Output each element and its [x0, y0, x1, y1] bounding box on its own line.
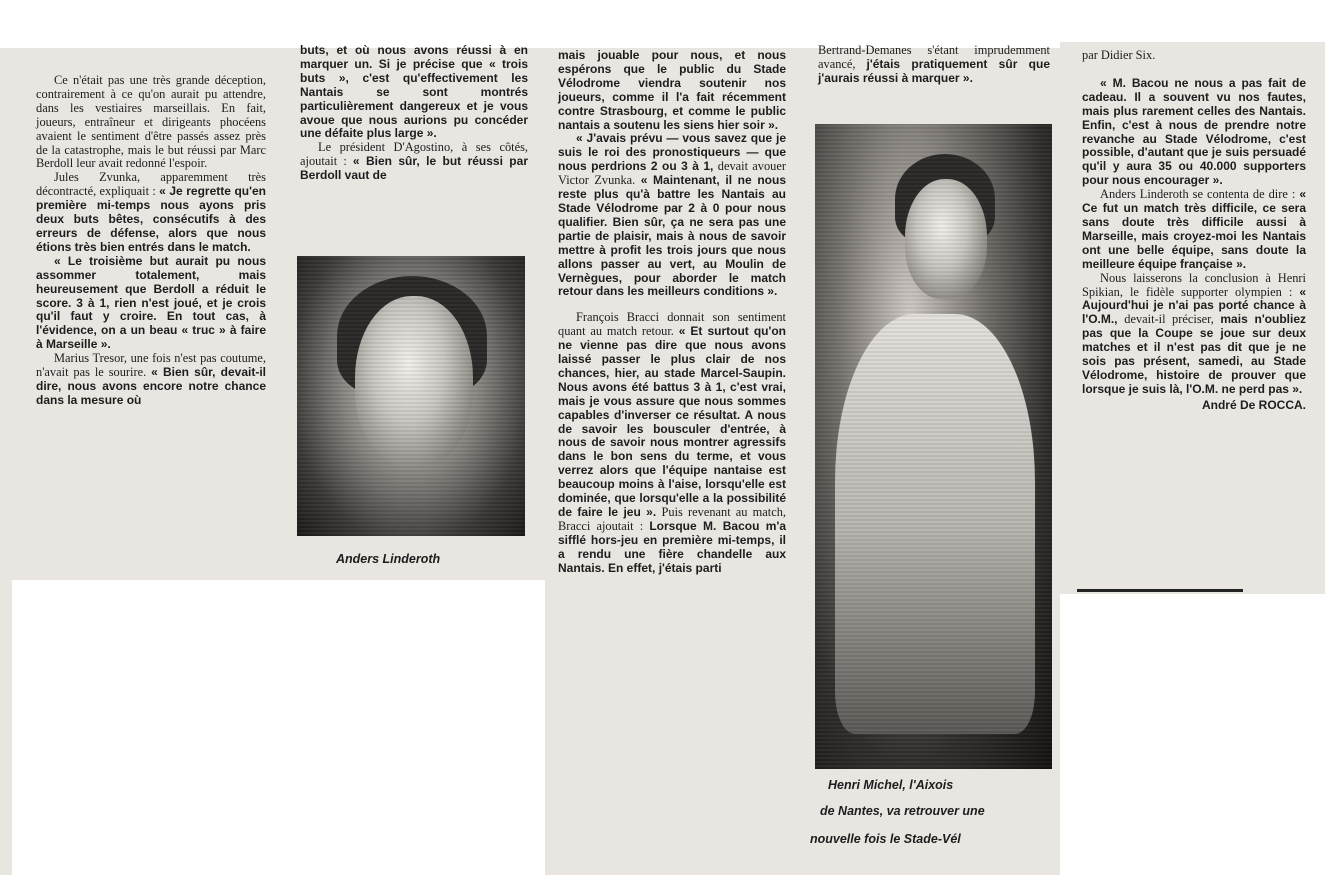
- paragraph: François Bracci donnait son sentiment quant au match retour. « Et surtout qu'on ne vienne pas dire que nous avons laissé passer le plus clair de nos chances, hier, au stade Marcel-Saupin. Nous avons été battus 3 à 1, c'est vrai, mais je vous assure que nous sommes capables d'inverser ce résultat. A nous de savoir les bousculer d'entrée, à nous de savoir nous montrer agressifs dans le bon sens du terme, et vous verrez alors que l'équipe nantaise est beaucoup moins à l'aise, lorsqu'elle est dominée, que lorsqu'elle a la possibilité de faire le jeu ». Puis revenant au match, Bracci ajoutait : Lorsque M. Bacou m'a sifflé hors-jeu en première mi-temps, il a rendu une fière chandelle aux Nantais. En effet, j'étais parti: [558, 310, 786, 575]
- paragraph: « Le troisième but aurait pu nous assommer totalement, mais heureusement que Berdoll a réduit le score. 3 à 1, rien n'est joué, et je crois qu'il faut y croire. En tout cas, à l'évidence, on a un beau « truc » à faire à Marseille ».: [36, 253, 266, 352]
- paragraph: Marius Tresor, une fois n'est pas coutume, n'avait pas le sourire. « Bien sûr, devait-il dire, nous avons encore notre chance dans la mesure où: [36, 351, 266, 407]
- paragraph: « J'avais prévu — vous savez que je suis le roi des pronostiqueurs — que nous perdrions 2 ou 3 à 1, devait avouer Victor Zvunka. « Maintenant, il ne nous reste plus qu'à battre les Nantais au Stade Vélodrome par 2 à 0 pour nous qualifier. Bien sûr, ça ne sera pas une partie de plaisir, mais à nous de savoir mettre à profit les trois jours que nous allons passer au vert, au Moulin de Vernègues, pour aborder le match retour dans les meilleurs conditions ».: [558, 131, 786, 299]
- article-column-5: [1082, 49, 1306, 413]
- photo-caption-line: de Nantes, va retrouver une: [820, 804, 985, 818]
- photo-texture: [815, 124, 1052, 769]
- paragraph: par Didier Six.: [1082, 48, 1156, 62]
- clipping-left-lower: [0, 580, 12, 875]
- photo-caption-line: Henri Michel, l'Aixois: [828, 778, 954, 792]
- paragraph: Bertrand-Demanes s'étant imprudemment avancé, j'étais pratiquement sûr que j'aurais réussi à marquer ».: [818, 43, 1050, 85]
- article-column-2: [300, 44, 528, 183]
- article-column-1: [36, 74, 266, 408]
- paragraph: buts, et où nous avons réussi à en marquer un. Si je précise que « trois buts », c'est qu'effectivement les Nantais se sont montrés particulièrement dangereux et je vous avoue que nous aurions pu concéder une défaite plus large ».: [300, 43, 528, 141]
- paragraph: Le président D'Agostino, à ses côtés, ajoutait : « Bien sûr, le but réussi par Berdoll vaut de: [300, 140, 528, 183]
- article-column-4: [818, 44, 1050, 86]
- paragraph: « M. Bacou ne nous a pas fait de cadeau. Il a souvent vu nos fautes, mais plus rarement celles des Nantais. Enfin, c'est à nous de prendre notre revanche au Stade Vélodrome, c'est possible, d'autant que je suis persuadé qu'il y aura 35 ou 40.000 supporters pour nous encourager ».: [1082, 75, 1306, 188]
- portrait-photo-anders-linderoth: [297, 256, 525, 536]
- paragraph: Nous laisserons la conclusion à Henri Spikian, le fidèle supporter olympien : « Aujourd'hui je n'ai pas porté chance à l'O.M., devait-il préciser, mais n'oubliez pas que la Coupe se joue sur deux matches et il n'est pas dit que je ne sois pas présent, samedi, au Stade Vélodrome, histoire de prouver que lorsque je suis là, l'O.M. ne perd pas ».: [1082, 270, 1307, 396]
- photo-texture: [297, 256, 525, 536]
- photo-caption: Anders Linderoth: [336, 552, 441, 566]
- author-signature: André De ROCCA.: [1201, 397, 1306, 412]
- paragraph: Ce n'était pas une très grande déception, contrairement à ce qu'on aurait pu attendre, dans les vestiaires marseillais. En fait, joueurs, entraîneur et dirigeants phocéens avaient le sentiment d'être passés assez près de la catastrophe, mais le but réussi par Marc Berdoll leur avait redonné l'espoir.: [36, 73, 266, 171]
- photo-caption-line: nouvelle fois le Stade-Vél: [810, 832, 961, 846]
- article-column-3: [558, 49, 786, 576]
- paragraph: Anders Linderoth se contenta de dire : « Ce fut un match très difficile, ce sera sans doute très difficile aussi à Marseille, mais croyez-moi les Nantais ont une belle équipe, sans doute la meilleure équipe française ».: [1082, 187, 1306, 271]
- portrait-photo-henri-michel: [815, 124, 1052, 769]
- paragraph: mais jouable pour nous, et nous espérons que le public du Stade Vélodrome viendra soutenir nos joueurs, comme il l'a fait récemment contre Strasbourg, et comme le public nantais a soutenu les siens hier soir ».: [558, 48, 786, 132]
- paragraph: Jules Zvunka, apparemment très décontracté, expliquait : « Je regrette qu'en première mi-temps nous ayons pris deux buts bêtes, consécutifs à des erreurs de défense, alors que nous étions très bien entrés dans le match.: [36, 170, 266, 254]
- end-rule: [1077, 589, 1243, 592]
